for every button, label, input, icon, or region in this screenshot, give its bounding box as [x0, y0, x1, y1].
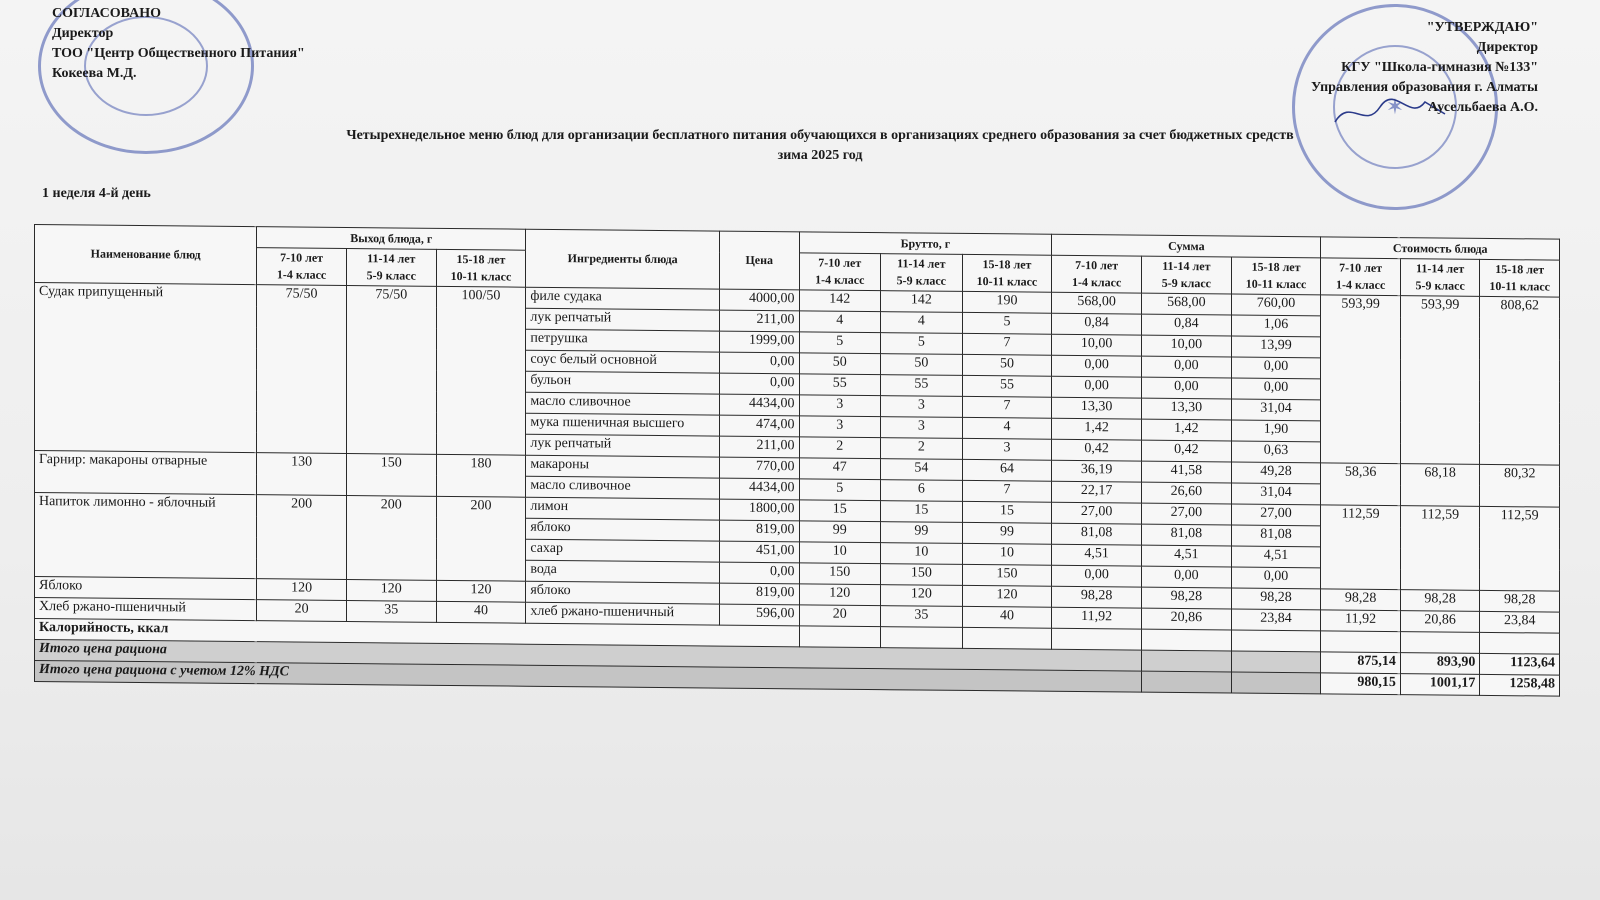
ingredient-brutto: 15	[799, 500, 881, 522]
header-dish: Наименование блюд	[35, 225, 257, 285]
dish-name: Гарнир: макароны отварные	[35, 451, 257, 495]
ingredient-name: лимон	[526, 497, 720, 520]
menu-table	[34, 224, 1560, 697]
ingredient-brutto: 50	[962, 354, 1052, 376]
total-empty	[1142, 650, 1232, 672]
menu-body	[35, 283, 1560, 697]
vat-empty	[1142, 671, 1232, 693]
approval-right-organization: КГУ "Школа-гимназия №133"	[1341, 60, 1538, 75]
ingredient-brutto: 150	[799, 563, 881, 585]
ingredient-sum: 31,04	[1231, 399, 1321, 421]
approval-right-block	[1311, 18, 1538, 118]
ingredient-brutto: 3	[799, 416, 881, 438]
ingredient-name: лук репчатый	[526, 308, 720, 331]
header-age: 7-10 лет	[1339, 260, 1383, 275]
ingredient-sum: 4,51	[1142, 545, 1232, 567]
dish-yield: 120	[257, 579, 347, 601]
ingredient-sum: 27,00	[1052, 502, 1142, 524]
ingredient-name: хлеб ржано-пшеничный	[526, 602, 720, 625]
dish-cost: 98,28	[1480, 590, 1560, 612]
ingredient-price: 4434,00	[720, 394, 800, 416]
ingredient-sum: 10,00	[1052, 334, 1142, 356]
header-age: 7-10 лет	[1075, 257, 1119, 273]
ingredient-sum: 0,00	[1231, 357, 1321, 379]
dish-yield: 40	[436, 601, 526, 623]
calories-cell	[1052, 628, 1142, 650]
ingredient-brutto: 120	[881, 585, 963, 607]
ingredient-sum: 1,42	[1052, 418, 1142, 440]
ingredient-price: 211,00	[720, 310, 800, 332]
ingredient-price: 819,00	[720, 520, 800, 542]
calories-cell	[1231, 630, 1321, 652]
ingredient-sum: 760,00	[1231, 294, 1321, 316]
ingredient-brutto: 2	[881, 438, 963, 460]
header-price: Цена	[720, 231, 800, 290]
vat-value: 1001,17	[1400, 674, 1480, 696]
ingredient-brutto: 50	[799, 353, 881, 375]
ingredient-name: петрушка	[526, 329, 720, 352]
ingredient-name: масло сливочное	[526, 392, 720, 415]
ingredient-brutto: 7	[962, 480, 1052, 502]
header-brutto-age-2	[881, 254, 963, 292]
header-age: 15-18 лет	[1251, 259, 1301, 275]
vat-empty	[1231, 672, 1321, 694]
dish-cost: 593,99	[1400, 296, 1480, 465]
header-age: 15-18 лет	[456, 252, 506, 267]
dish-cost: 112,59	[1480, 506, 1560, 591]
header-age: 15-18 лет	[982, 257, 1032, 272]
ingredient-name: филе судака	[526, 287, 720, 310]
ingredient-brutto: 5	[962, 312, 1052, 334]
dish-cost: 20,86	[1400, 611, 1480, 633]
ingredient-sum: 13,99	[1231, 336, 1321, 358]
calories-cell	[799, 626, 881, 648]
header-cost-age-3	[1480, 259, 1560, 297]
header-grade: 5-9 класс	[1161, 275, 1211, 291]
ingredient-sum: 0,00	[1231, 567, 1321, 589]
ingredient-sum: 81,08	[1231, 525, 1321, 547]
total-value: 1123,64	[1480, 653, 1560, 675]
calories-cell	[962, 627, 1052, 649]
ingredient-name: соус белый основной	[526, 350, 720, 373]
calories-cell	[1480, 632, 1560, 654]
ingredient-price: 0,00	[720, 562, 800, 584]
ingredient-sum: 36,19	[1052, 460, 1142, 482]
ingredient-sum: 0,84	[1142, 314, 1232, 336]
dish-yield: 20	[257, 600, 347, 622]
ingredient-sum: 22,17	[1052, 481, 1142, 503]
header-grade: 10-11 класс	[1245, 276, 1307, 292]
ingredient-sum: 27,00	[1231, 504, 1321, 526]
dish-name: Яблоко	[35, 577, 257, 600]
ingredient-brutto: 4	[799, 311, 881, 333]
ingredient-sum: 26,60	[1142, 482, 1232, 504]
ingredient-brutto: 5	[881, 333, 963, 355]
document-season: зима 2025 год	[777, 148, 863, 163]
ingredient-brutto: 99	[962, 522, 1052, 544]
ingredient-price: 770,00	[720, 457, 800, 479]
header-cost: Стоимость блюда	[1321, 237, 1560, 260]
dish-name: Судак припущенный	[35, 283, 257, 453]
header-grade: 5-9 класс	[896, 273, 946, 288]
header-age: 11-14 лет	[897, 256, 946, 271]
ingredient-brutto: 120	[962, 585, 1052, 607]
ingredient-brutto: 150	[881, 564, 963, 586]
ingredient-brutto: 7	[962, 396, 1052, 418]
dish-yield: 150	[346, 453, 436, 496]
header-yield-age-3	[436, 249, 526, 287]
calories-cell	[1142, 629, 1232, 651]
total-value: 875,14	[1321, 652, 1401, 674]
total-empty	[1231, 651, 1321, 673]
ingredient-price: 0,00	[720, 373, 800, 395]
ingredient-sum: 0,42	[1142, 440, 1232, 462]
ingredient-sum: 41,58	[1142, 461, 1232, 483]
ingredient-brutto: 99	[799, 521, 881, 543]
total-label: Итого цена рациона	[35, 640, 1142, 672]
header-sum-age-2	[1142, 256, 1232, 294]
ingredient-name: яблоко	[526, 581, 720, 604]
ingredient-brutto: 5	[799, 332, 881, 354]
ingredient-brutto: 15	[881, 501, 963, 523]
ingredient-sum: 81,08	[1052, 523, 1142, 545]
ingredient-name: бульон	[526, 371, 720, 394]
calories-cell	[1321, 631, 1401, 653]
ingredient-brutto: 120	[799, 584, 881, 606]
header-brutto: Брутто, г	[799, 232, 1052, 255]
right-seal-emblem: ✶	[1333, 45, 1457, 169]
ingredient-sum: 81,08	[1142, 524, 1232, 546]
header-grade: 5-9 класс	[1415, 278, 1465, 293]
dish-cost: 68,18	[1400, 464, 1480, 507]
calories-label: Калорийность, ккал	[35, 619, 800, 647]
dish-cost: 11,92	[1321, 610, 1401, 632]
ingredient-brutto: 10	[799, 542, 881, 564]
approval-right-department: Управления образования г. Алматы	[1310, 80, 1538, 95]
ingredient-brutto: 40	[962, 606, 1052, 628]
calories-cell	[881, 627, 963, 649]
ingredient-sum: 0,00	[1231, 378, 1321, 400]
ingredient-brutto: 10	[962, 543, 1052, 565]
ingredient-sum: 0,63	[1231, 441, 1321, 463]
ingredient-sum: 4,51	[1052, 544, 1142, 566]
ingredient-sum: 27,00	[1142, 503, 1232, 525]
dish-cost: 98,28	[1321, 589, 1401, 611]
vat-value: 1258,48	[1480, 674, 1560, 696]
document-title	[270, 126, 1370, 166]
vat-value: 980,15	[1321, 673, 1401, 695]
header-age: 11-14 лет	[1416, 261, 1465, 276]
ingredient-name: макароны	[526, 455, 720, 478]
header-age: 11-14 лет	[367, 251, 416, 266]
ingredient-brutto: 3	[881, 396, 963, 418]
header-grade: 5-9 класс	[366, 268, 416, 283]
ingredient-price: 1999,00	[720, 331, 800, 353]
dish-yield: 120	[346, 579, 436, 601]
ingredient-sum: 0,84	[1052, 313, 1142, 335]
dish-cost: 112,59	[1321, 505, 1401, 590]
dish-cost: 112,59	[1400, 506, 1480, 591]
ingredient-brutto: 35	[881, 606, 963, 628]
approval-left-name: Кокеева М.Д.	[52, 66, 137, 81]
ingredient-sum: 0,00	[1142, 566, 1232, 588]
dish-yield: 200	[436, 496, 526, 581]
calories-cell	[1400, 632, 1480, 654]
week-day-label: 1 неделя 4-й день	[42, 186, 151, 201]
ingredient-brutto: 10	[881, 543, 963, 565]
vat-label: Итого цена рациона с учетом 12% НДС	[35, 661, 1142, 693]
ingredient-brutto: 150	[962, 564, 1052, 586]
ingredient-brutto: 20	[799, 605, 881, 627]
dish-yield: 180	[436, 454, 526, 497]
dish-yield: 75/50	[346, 285, 436, 454]
ingredient-sum: 0,00	[1142, 377, 1232, 399]
ingredient-brutto: 142	[881, 291, 963, 313]
document-title-line: Четырехнедельное меню блюд для организации бесплатного питания обучающихся в организациях среднего образования за счет бюджетных средств	[346, 128, 1294, 143]
ingredient-price: 1800,00	[720, 499, 800, 521]
ingredient-name: мука пшеничная высшего	[526, 413, 720, 436]
header-yield: Выход блюда, г	[257, 227, 526, 251]
header-age: 11-14 лет	[1162, 258, 1211, 274]
header-sum-age-3	[1231, 257, 1321, 295]
ingredient-price: 474,00	[720, 415, 800, 437]
ingredient-brutto: 50	[881, 354, 963, 376]
header-brutto-age-3	[962, 254, 1052, 292]
header-sum-age-1	[1052, 255, 1142, 293]
ingredient-brutto: 142	[799, 290, 881, 312]
header-yield-age-1	[257, 248, 347, 286]
ingredient-name: сахар	[526, 539, 720, 562]
ingredient-brutto: 190	[962, 291, 1052, 313]
ingredient-brutto: 64	[962, 459, 1052, 481]
header-sum: Сумма	[1052, 234, 1321, 258]
ingredient-brutto: 55	[962, 375, 1052, 397]
ingredient-sum: 1,42	[1142, 419, 1232, 441]
approval-right-heading: "УТВЕРЖДАЮ"	[1426, 20, 1538, 35]
ingredient-brutto: 47	[799, 458, 881, 480]
dish-name: Хлеб ржано-пшеничный	[35, 598, 257, 621]
ingredient-sum: 4,51	[1231, 546, 1321, 568]
ingredient-price: 0,00	[720, 352, 800, 374]
dish-yield: 130	[257, 453, 347, 496]
ingredient-brutto: 3	[962, 438, 1052, 460]
ingredient-name: масло сливочное	[526, 476, 720, 499]
ingredient-brutto: 15	[962, 501, 1052, 523]
header-age: 7-10 лет	[818, 255, 862, 270]
ingredient-sum: 0,00	[1052, 565, 1142, 587]
header-grade: 1-4 класс	[815, 272, 865, 287]
dish-yield: 35	[346, 600, 436, 622]
dish-cost: 23,84	[1480, 611, 1560, 633]
dish-cost: 58,36	[1321, 463, 1401, 506]
dish-cost: 98,28	[1400, 590, 1480, 612]
approval-right-name: Аусельбаева А.О.	[1427, 100, 1538, 115]
ingredient-price: 451,00	[720, 541, 800, 563]
ingredient-name: вода	[526, 560, 720, 583]
header-ingredients: Ингредиенты блюда	[526, 229, 720, 289]
dish-yield: 200	[257, 495, 347, 580]
ingredient-sum: 20,86	[1142, 608, 1232, 630]
ingredient-brutto: 3	[799, 395, 881, 417]
header-grade: 10-11 класс	[1489, 278, 1551, 294]
ingredient-sum: 0,00	[1142, 356, 1232, 378]
ingredient-sum: 98,28	[1231, 588, 1321, 610]
approval-left-organization: ТОО "Центр Общественного Питания"	[52, 46, 305, 61]
ingredient-price: 596,00	[720, 604, 800, 626]
total-value: 893,90	[1400, 653, 1480, 675]
ingredient-brutto: 55	[881, 375, 963, 397]
header-brutto-age-1	[799, 253, 881, 291]
header-grade: 10-11 класс	[976, 274, 1038, 289]
ingredient-sum: 1,06	[1231, 315, 1321, 337]
ingredient-price: 819,00	[720, 583, 800, 605]
ingredient-sum: 23,84	[1231, 609, 1321, 631]
approval-left-heading: СОГЛАСОВАНО	[52, 6, 161, 21]
header-grade: 1-4 класс	[1336, 277, 1386, 292]
ingredient-sum: 98,28	[1052, 586, 1142, 608]
ingredient-brutto: 99	[881, 522, 963, 544]
ingredient-sum: 13,30	[1142, 398, 1232, 420]
ingredient-price: 211,00	[720, 436, 800, 458]
approval-left-position: Директор	[52, 26, 114, 41]
ingredient-name: лук репчатый	[526, 434, 720, 457]
header-age: 15-18 лет	[1495, 262, 1545, 277]
ingredient-brutto: 55	[799, 374, 881, 396]
ingredient-brutto: 6	[881, 480, 963, 502]
ingredient-sum: 11,92	[1052, 607, 1142, 629]
ingredient-sum: 10,00	[1142, 335, 1232, 357]
header-cost-age-2	[1400, 259, 1480, 297]
ingredient-brutto: 2	[799, 437, 881, 459]
dish-cost: 808,62	[1480, 296, 1560, 465]
dish-yield: 120	[436, 580, 526, 602]
ingredient-sum: 13,30	[1052, 397, 1142, 419]
dish-yield: 75/50	[257, 285, 347, 454]
dish-name: Напиток лимонно - яблочный	[35, 493, 257, 579]
ingredient-sum: 568,00	[1052, 292, 1142, 314]
header-grade: 10-11 класс	[450, 268, 512, 284]
header-yield-age-2	[346, 248, 436, 286]
header-age: 7-10 лет	[280, 250, 324, 265]
ingredient-sum: 31,04	[1231, 483, 1321, 505]
approval-left-block	[52, 4, 305, 84]
dish-cost: 80,32	[1480, 464, 1560, 507]
ingredient-brutto: 3	[881, 417, 963, 439]
ingredient-sum: 1,90	[1231, 420, 1321, 442]
dish-yield: 100/50	[436, 286, 526, 455]
ingredient-sum: 98,28	[1142, 587, 1232, 609]
ingredient-brutto: 7	[962, 333, 1052, 355]
ingredient-brutto: 5	[799, 479, 881, 501]
ingredient-brutto: 54	[881, 459, 963, 481]
header-cost-age-1	[1321, 258, 1401, 296]
dish-yield: 200	[346, 495, 436, 580]
ingredient-brutto: 4	[881, 312, 963, 334]
dish-cost: 593,99	[1321, 295, 1401, 464]
ingredient-brutto: 4	[962, 417, 1052, 439]
header-grade: 1-4 класс	[1072, 274, 1122, 290]
ingredient-price: 4000,00	[720, 289, 800, 311]
ingredient-price: 4434,00	[720, 478, 800, 500]
ingredient-sum: 0,00	[1052, 355, 1142, 377]
ingredient-sum: 49,28	[1231, 462, 1321, 484]
header-grade: 1-4 класс	[276, 267, 327, 282]
approval-right-position: Директор	[1476, 40, 1538, 55]
ingredient-sum: 0,00	[1052, 376, 1142, 398]
ingredient-name: яблоко	[526, 518, 720, 541]
ingredient-sum: 0,42	[1052, 439, 1142, 461]
ingredient-sum: 568,00	[1142, 293, 1232, 315]
